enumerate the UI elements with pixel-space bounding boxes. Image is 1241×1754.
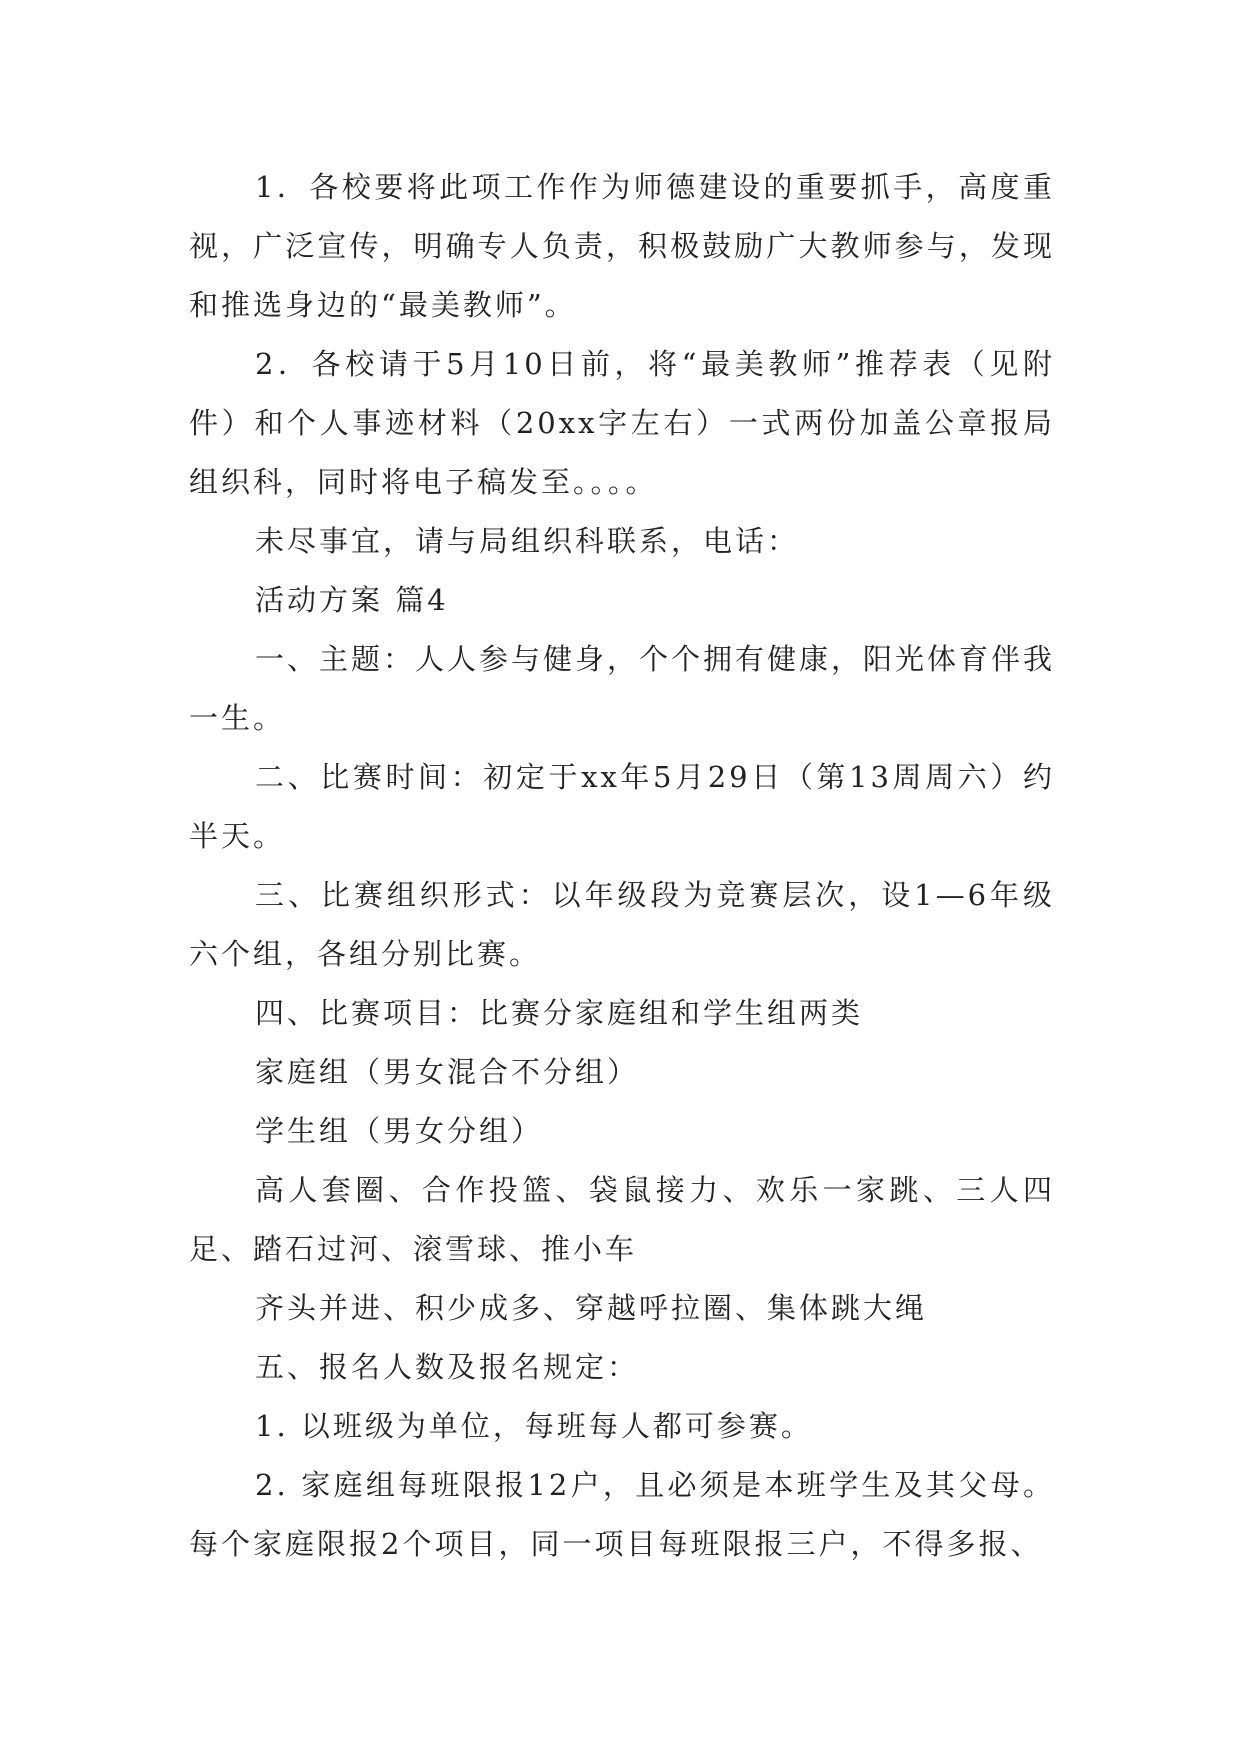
- paragraph: 1. 以班级为单位，每班每人都可参赛。: [255, 1409, 813, 1443]
- paragraph: 1．各校要将此项工作作为师德建设的重要抓手，高度重视，广泛宣传，明确专人负责，积极鼓励广大教师参与，发现和推选身边的“最美教师”。: [189, 170, 1055, 322]
- paragraph: 2. 家庭组每班限报12户，且必须是本班学生及其父母。每个家庭限报2个项目，同一项目每班限报三户，不得多报、: [189, 1468, 1055, 1561]
- paragraph: 家庭组（男女混合不分组）: [255, 1055, 640, 1089]
- paragraph: 学生组（男女分组）: [255, 1114, 544, 1148]
- paragraph: 2．各校请于5月10日前，将“最美教师”推荐表（见附件）和个人事迹材料（20xx字左右）一式两份加盖公章报局组织科，同时将电子稿发至。。。。: [189, 347, 1055, 499]
- paragraph: 五、报名人数及报名规定：: [255, 1350, 640, 1384]
- paragraph: 三、比赛组织形式：以年级段为竞赛层次，设1—6年级六个组，各组分别比赛。: [189, 878, 1055, 971]
- document-body: [189, 158, 1055, 1574]
- paragraph: 二、比赛时间：初定于xx年5月29日（第13周周六）约半天。: [189, 760, 1055, 853]
- paragraph: 高人套圈、合作投篮、袋鼠接力、欢乐一家跳、三人四足、踏石过河、滚雪球、推小车: [189, 1173, 1055, 1266]
- paragraph: 齐头并进、积少成多、穿越呼拉圈、集体跳大绳: [255, 1291, 928, 1325]
- paragraph: 一、主题：人人参与健身，个个拥有健康，阳光体育伴我一生。: [189, 642, 1056, 735]
- paragraph: 未尽事宜，请与局组织科联系，电话：: [255, 524, 800, 558]
- section-heading: 活动方案 篇4: [255, 583, 449, 617]
- paragraph: 四、比赛项目：比赛分家庭组和学生组两类: [255, 996, 864, 1030]
